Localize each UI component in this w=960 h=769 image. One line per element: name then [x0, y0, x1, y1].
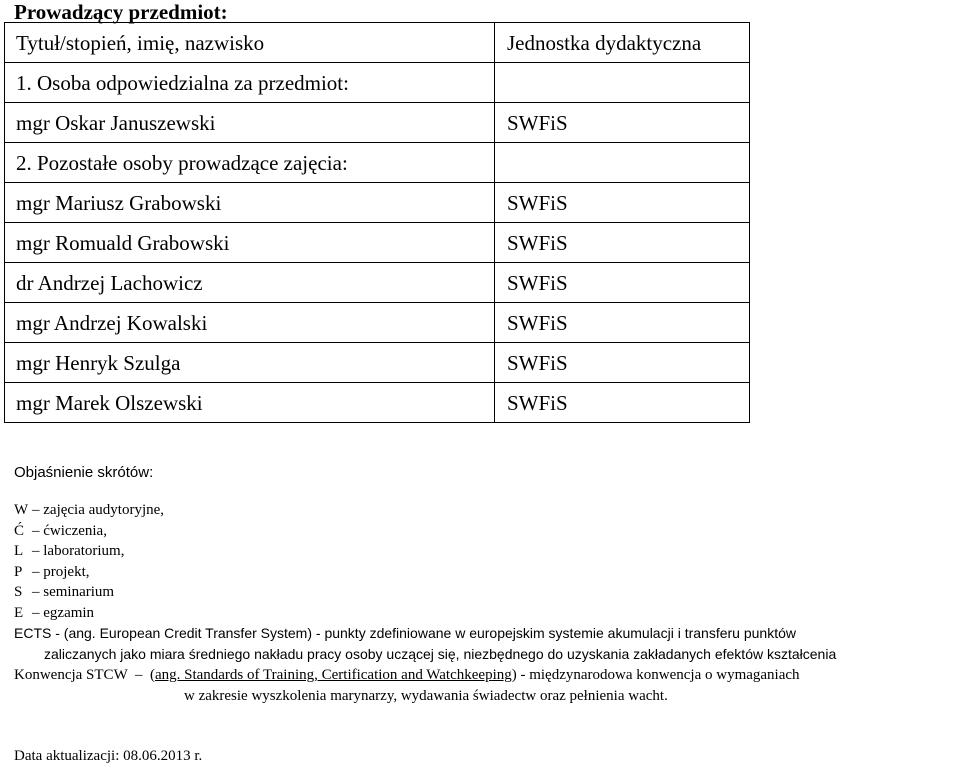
teacher-unit: SWFiS	[495, 343, 750, 383]
abbr-key: Ć	[14, 522, 25, 539]
ects-explanation	[14, 623, 954, 665]
teacher-unit: SWFiS	[495, 383, 750, 423]
table-row	[5, 303, 750, 343]
teacher-unit: SWFiS	[495, 183, 750, 223]
stcw-suffix: ) - międzynarodowa konwencja o wymaganiach	[511, 667, 800, 683]
abbr-text: zajęcia audytoryjne,	[43, 502, 165, 518]
ects-line-2: zaliczanych jako miara średniego nakładu pracy osoby uczącej się, niezbędnego do uzyskania zakładanych efektów kształcenia	[44, 646, 837, 662]
empty-cell	[495, 143, 750, 183]
abbr-text: projekt,	[43, 563, 90, 580]
explanations-title: Objaśnienie skrótów:	[14, 464, 154, 481]
stcw-link[interactable]: ang. Standards of Training, Certification and Watchkeeping	[154, 667, 512, 683]
header-name-cell: Tytuł/stopień, imię, nazwisko	[5, 23, 495, 63]
stcw-explanation	[14, 665, 960, 707]
stcw-line-1	[14, 665, 960, 686]
teacher-unit: SWFiS	[495, 303, 750, 343]
abbr-key: E	[14, 604, 24, 621]
page-heading: Prowadzący przedmiot:	[14, 0, 228, 24]
list-item: Ć – ćwiczenia,	[14, 521, 164, 542]
table-row	[5, 343, 750, 383]
teacher-unit: SWFiS	[495, 263, 750, 303]
section-row	[5, 143, 750, 183]
teacher-name: mgr Marek Olszewski	[5, 383, 495, 423]
abbr-text: seminarium	[43, 584, 115, 600]
list-item: S – seminarium	[14, 582, 164, 603]
table-header-row	[5, 23, 750, 63]
list-item: W – zajęcia audytoryjne,	[14, 500, 164, 521]
teacher-name: mgr Andrzej Kowalski	[5, 303, 495, 343]
stcw-line-2: w zakresie wyszkolenia marynarzy, wydawania świadectw oraz pełnienia wacht.	[184, 688, 668, 704]
update-date: Data aktualizacji: 08.06.2013 r.	[14, 748, 203, 764]
abbr-key: S	[14, 584, 23, 600]
staff-table	[4, 22, 750, 423]
teacher-unit: SWFiS	[495, 223, 750, 263]
table-row	[5, 103, 750, 143]
abbr-key: P	[14, 563, 23, 580]
table-row	[5, 263, 750, 303]
table-row	[5, 223, 750, 263]
empty-cell	[495, 63, 750, 103]
responsible-unit: SWFiS	[495, 103, 750, 143]
abbr-key: W	[14, 502, 29, 518]
list-item: P – projekt,	[14, 562, 164, 583]
list-item: L – laboratorium,	[14, 541, 164, 562]
table-row	[5, 183, 750, 223]
abbr-text: egzamin	[43, 604, 95, 621]
table-row	[5, 383, 750, 423]
ects-line-1: ECTS - (ang. European Credit Transfer System) - punkty zdefiniowane w europejskim systemie akumulacji i transferu punktów	[14, 625, 796, 641]
stcw-prefix: Konwencja STCW – (	[14, 667, 155, 683]
section-responsible-label: 1. Osoba odpowiedzialna za przedmiot:	[5, 63, 495, 103]
list-item: E – egzamin	[14, 603, 164, 624]
abbr-text: ćwiczenia,	[43, 522, 107, 539]
section-row	[5, 63, 750, 103]
teacher-name: dr Andrzej Lachowicz	[5, 263, 495, 303]
teacher-name: mgr Mariusz Grabowski	[5, 183, 495, 223]
abbreviation-list	[14, 500, 164, 623]
teacher-name: mgr Henryk Szulga	[5, 343, 495, 383]
header-unit-cell: Jednostka dydaktyczna	[495, 23, 750, 63]
abbr-text: laboratorium,	[43, 543, 125, 559]
responsible-name: mgr Oskar Januszewski	[5, 103, 495, 143]
abbr-key: L	[14, 543, 24, 559]
teacher-name: mgr Romuald Grabowski	[5, 223, 495, 263]
section-others-label: 2. Pozostałe osoby prowadzące zajęcia:	[5, 143, 495, 183]
